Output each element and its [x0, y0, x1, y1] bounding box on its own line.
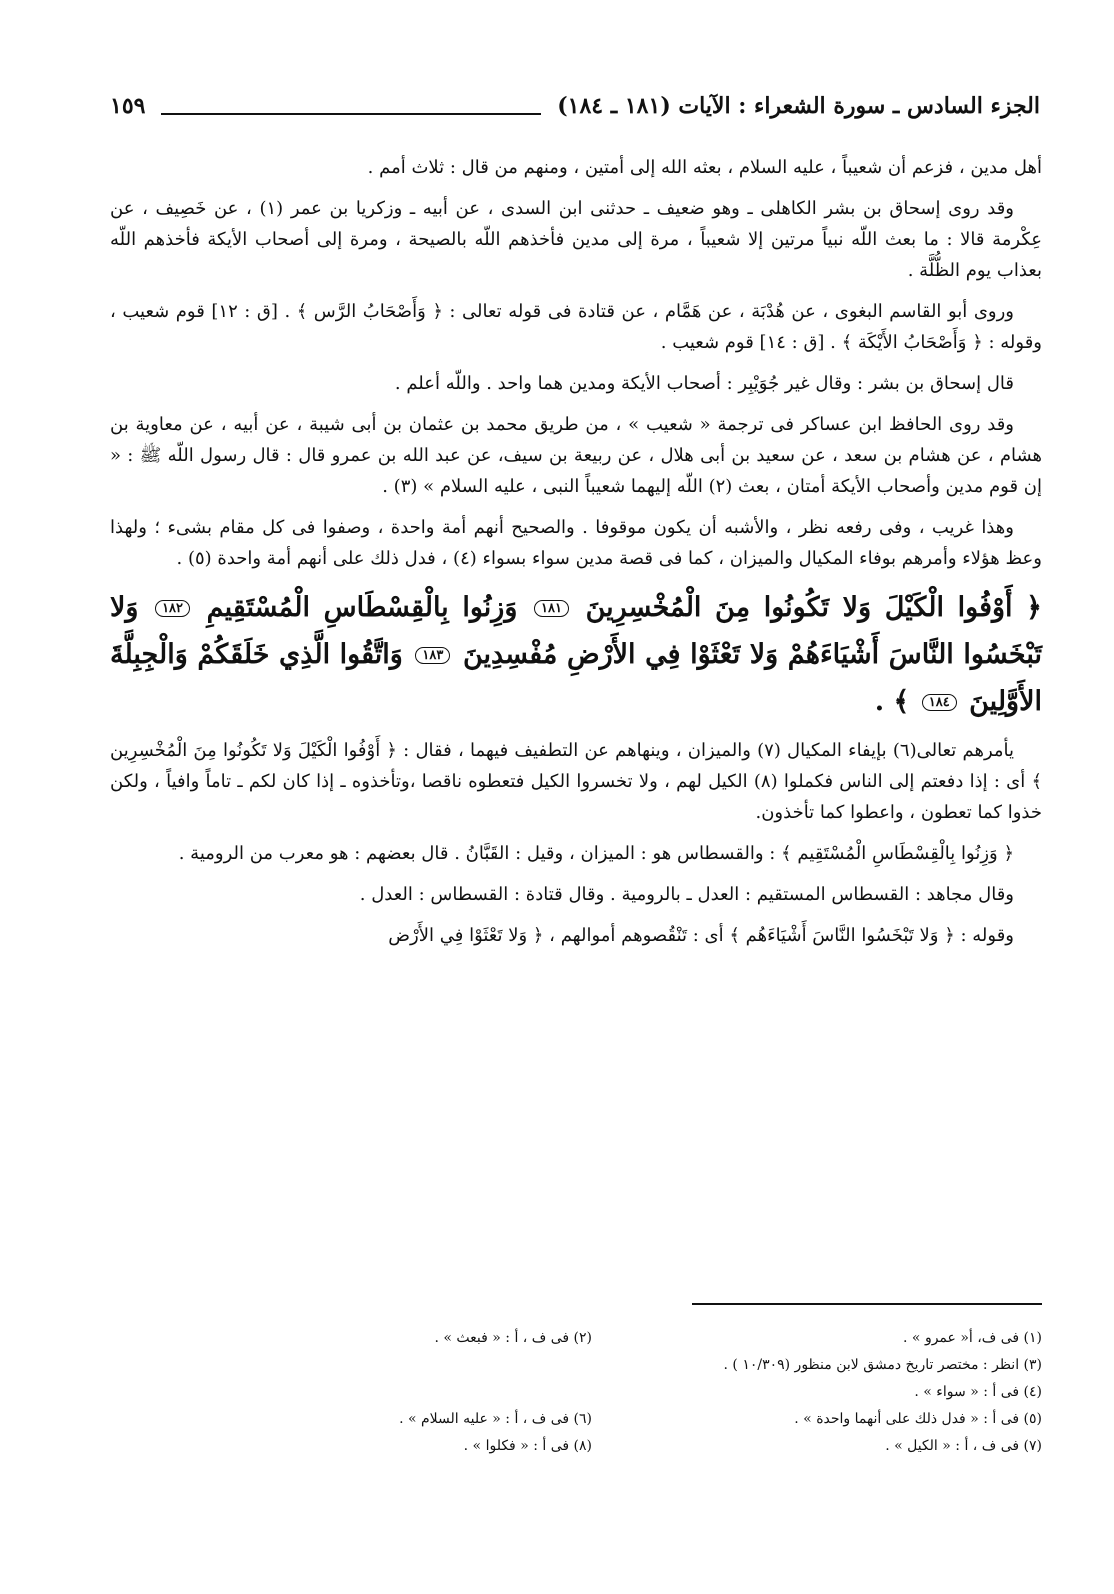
footnote-rule — [692, 1303, 1042, 1305]
footnote-row — [110, 1433, 1042, 1460]
footnote: (٨) فى أ : « فكلوا » . — [463, 1438, 592, 1454]
footnote: (٥) فى أ : « فدل ذلك على أنهما واحدة » . — [794, 1411, 1042, 1427]
verse-text: وَلا تَبْخَسُوا النَّاسَ أَشْيَاءَهُمْ وَلا تَعْثَوْا فِي الأَرْضِ مُفْسِدِينَ — [110, 592, 1043, 670]
page-number: ١٥٩ — [110, 93, 146, 119]
footnote: (٢) فى ف ، أ : « فبعث » . — [434, 1330, 592, 1346]
paragraph: وقد روى الحافظ ابن عساكر فى ترجمة « شعيب » ، من طريق محمد بن عثمان بن أبى شيبة ، عن أبيه ، عن معاوية بن هشام ، عن هشام بن سعد ، عن سعيد بن أبى هلال ، عن ربيعة بن سيف، عن عبد الله بن عمرو قال : قال رسول اللّه ﷺ : « إن قوم مدين وأصحاب الأيكة أمتان ، بعث (٢) اللّه إليهما شعيباً النبى ، عليه السلام » (٣) . — [110, 414, 1042, 497]
footnote-row — [110, 1379, 1042, 1406]
footnote-list — [110, 1325, 1042, 1460]
footnote: (٣) انظر : مختصر تاريخ دمشق لابن منظور (١٠/٣٠٩ ) . — [723, 1357, 1042, 1373]
paragraph: يأمرهم تعالى(٦) بإيفاء المكيال (٧) والميزان ، وينهاهم عن التطفيف فيهما ، فقال : ﴿ أَوْفُوا الْكَيْلَ وَلا تَكُونُوا مِنَ الْمُخْسِرِين ﴾ أى : إذا دفعتم إلى الناس فكملوا (٨) الكيل لهم ، ولا تخسروا الكيل فتعطوه ناقصا ،وتأخذوه ـ إذا كان لكم ـ تاماً وافياً ، ولكن خذوا كما تعطون ، واعطوا كما تأخذون. — [110, 740, 1042, 823]
footnote-row — [110, 1406, 1042, 1433]
paragraph: أهل مدين ، فزعم أن شعيباً ، عليه السلام ، بعثه الله إلى أمتين ، ومنهم من قال : ثلاث أمم . — [367, 157, 1042, 178]
header-rule — [161, 113, 541, 115]
footnote: (١) فى ف، أ« عمرو » . — [903, 1330, 1042, 1346]
verse-text: وَزِنُوا بِالْقِسْطَاسِ الْمُسْتَقِيمِ — [206, 592, 518, 623]
ayah-number: ١٨١ — [534, 600, 569, 617]
paragraph: قال إسحاق بن بشر : وقال غير جُوَيْبِر : أصحاب الأيكة ومدين هما واحد . واللّه أعلم . — [394, 373, 1014, 394]
quran-verse — [110, 584, 1042, 725]
ayah-number: ١٨٣ — [415, 647, 450, 664]
running-header — [110, 86, 1040, 126]
footnote: (٦) فى ف ، أ : « عليه السلام » . — [399, 1411, 592, 1427]
paragraph: وقد روى إسحاق بن بشر الكاهلى ـ وهو ضعيف ـ حدثنى ابن السدى ، عن أبيه ـ وزكريا بن عمر (١) ، عن خَصِيف ، عن عِكْرمة قالا : ما بعث اللّه نبياً مرتين إلا شعيباً ، مرة إلى مدين فأخذهم اللّه بالصيحة ، ومرة إلى أصحاب الأيكة فأخذهم اللّه بعذاب يوم الظُّلَّة . — [110, 198, 1042, 281]
verse-close-bracket: ﴾ . — [874, 686, 910, 717]
footnote: (٤) فى أ : « سواء » . — [914, 1384, 1042, 1400]
paragraph: وقوله : ﴿ وَلا تَبْخَسُوا النَّاسَ أَشْيَاءَهُم ﴾ أى : تَنْقُصوهم أموالهم ، ﴿ وَلا تَعْثَوْا فِي الأَرْض — [388, 925, 1014, 946]
footnote: (٧) فى ف ، أ : « الكيل » . — [885, 1438, 1042, 1454]
paragraph: وهذا غريب ، وفى رفعه نظر ، والأشبه أن يكون موقوفا . والصحيح أنهم أمة واحدة ، وصفوا فى كل مقام بشىء ؛ ولهذا وعظ هؤلاء وأمرهم بوفاء المكيال والميزان ، كما فى قصة مدين سواء بسواء (٤) ، فدل ذلك على أنهم أمة واحدة (٥) . — [110, 517, 1042, 569]
ayah-number: ١٨٤ — [922, 694, 957, 711]
paragraph: ﴿ وَزِنُوا بِالْقِسْطَاسِ الْمُسْتَقِيم ﴾ : والقسطاس هو : الميزان ، وقيل : القَبَّانُ . قال بعضهم : هو معرب من الرومية . — [178, 843, 1014, 864]
main-text — [110, 152, 1042, 961]
ayah-number: ١٨٢ — [155, 600, 190, 617]
verse-text: وَاتَّقُوا الَّذِي خَلَقَكُمْ وَالْجِبِلَّةَ الأَوَّلِينَ — [110, 639, 1042, 717]
footnote-row — [110, 1325, 1042, 1352]
verse-open-bracket: ﴿ — [1026, 592, 1042, 623]
footnote-row — [110, 1352, 1042, 1379]
paragraph: وروى أبو القاسم البغوى ، عن هُدْبَة ، عن هَمَّام ، عن قتادة فى قوله تعالى : ﴿ وَأَصْحَابُ الرَّس ﴾ . [ق : ١٢] قوم شعيب ، وقوله : ﴿ وَأَصْحَابُ الأَيْكَة ﴾ . [ق : ١٤] قوم شعيب . — [110, 301, 1042, 353]
paragraph: وقال مجاهد : القسطاس المستقيم : العدل ـ بالرومية . وقال قتادة : القسطاس : العدل . — [359, 884, 1014, 905]
header-title: الجزء السادس ـ سورة الشعراء : الآيات (١٨١ ـ ١٨٤) — [557, 93, 1040, 119]
verse-text: أَوْفُوا الْكَيْلَ وَلا تَكُونُوا مِنَ الْمُخْسِرِينَ — [585, 592, 1013, 623]
